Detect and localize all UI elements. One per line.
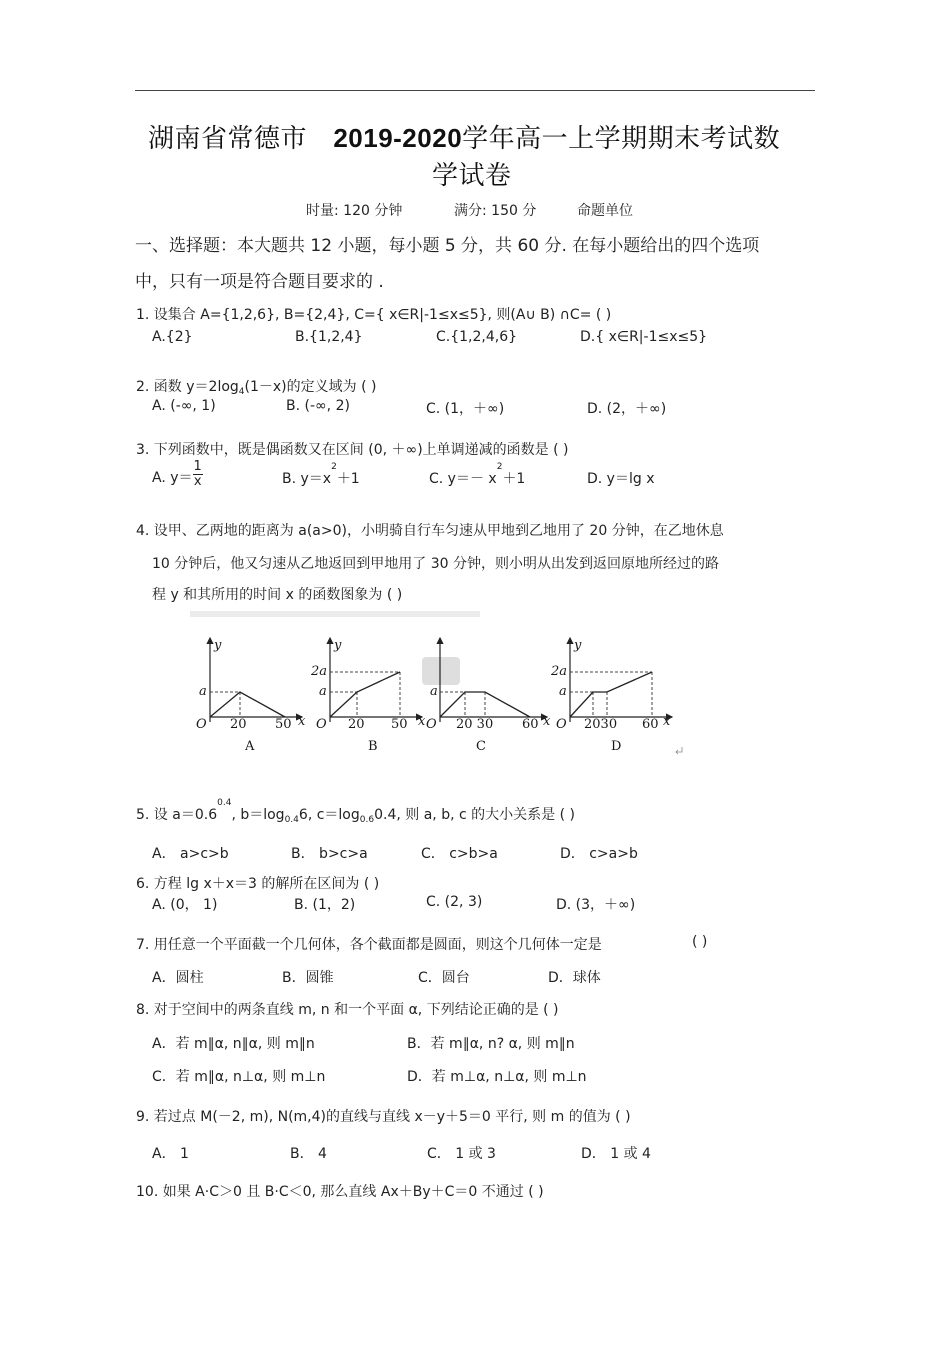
- question-5-option-d: D． c>a>b: [560, 846, 638, 862]
- fraction-numerator: 1: [193, 459, 202, 474]
- return-mark: [676, 747, 682, 754]
- question-8-option-d: D．若 m⊥α, n⊥α, 则 m⊥n: [407, 1069, 587, 1085]
- graph-c: [422, 638, 547, 722]
- question-5-exp: 0.4: [217, 798, 232, 808]
- title-part-region: 湖南省常德市: [148, 124, 308, 154]
- fraction-denominator: x: [193, 474, 202, 489]
- exam-time: 时量: 120 分钟: [306, 203, 403, 219]
- question-4-line2: 10 分钟后，他又匀速从乙地返回到甲地用了 30 分钟，则小明从出发到返回原地所经过的路: [152, 556, 719, 572]
- page-title-line2: 学试卷: [432, 161, 512, 191]
- question-7-option-a: A．圆柱: [152, 970, 204, 986]
- exam-score: 满分: 150 分: [454, 203, 537, 219]
- question-7-option-c: C．圆台: [418, 970, 470, 986]
- question-2-stem: [136, 376, 376, 396]
- question-3-fraction: [193, 460, 203, 489]
- question-5-part-1: 5. 设 a＝0.6: [136, 807, 218, 823]
- graph-a-label: A: [245, 739, 255, 754]
- question-5-base-1: 0.4: [284, 815, 299, 825]
- question-4-graphs: [190, 605, 690, 760]
- question-7-stem: 7. 用任意一个平面截一个几何体，各个截面都是圆面，则这个几何体一定是: [136, 937, 602, 953]
- question-3-option-b: [282, 462, 360, 488]
- section-heading-line1: 一、选择题：本大题共 12 小题，每小题 5 分，共 60 分. 在每小题给出的四个选项: [135, 236, 760, 256]
- graph-c-tick-x-2: 60: [522, 717, 539, 732]
- graph-a-axis-y: y: [214, 638, 222, 653]
- graph-a-axis-x: x: [298, 714, 306, 729]
- question-8-option-b: B．若 m∥α, n? α, 则 m∥n: [407, 1036, 575, 1052]
- graph-d: [570, 638, 672, 722]
- question-2-option-c: C. (1，＋∞): [426, 401, 505, 417]
- header-rule: [135, 90, 815, 91]
- question-6-stem: 6. 方程 lg x＋x＝3 的解所在区间为 ( ): [136, 876, 380, 892]
- graph-a-origin: O: [196, 717, 207, 732]
- question-9-stem: 9. 若过点 M(－2, m), N(m,4)的直线与直线 x－y＋5＝0 平行, 则 m 的值为 ( ): [136, 1109, 631, 1125]
- question-3-option-c-post: ＋1: [502, 471, 526, 487]
- question-2-stem-pre: 2. 函数 y＝2log: [136, 379, 239, 395]
- question-5-part-2: , b＝log: [231, 807, 285, 823]
- question-4-line3: 程 y 和其所用的时间 x 的函数图象为 ( ): [152, 587, 403, 603]
- section-heading-line2: 中，只有一项是符合题目要求的 .: [135, 272, 384, 292]
- question-2-log-base: 4: [238, 387, 245, 397]
- question-3-option-a-pre: A. y＝: [152, 469, 193, 486]
- graph-a-tick-y-a: a: [199, 684, 207, 699]
- exam-unit: 命题单位: [577, 203, 633, 219]
- graph-d-tick-x-2: 60: [642, 717, 659, 732]
- question-8-stem: 8. 对于空间中的两条直线 m, n 和一个平面 α, 下列结论正确的是 ( ): [136, 1002, 559, 1018]
- question-6-option-a: A. (0， 1): [152, 897, 218, 913]
- question-5-part-4: 0.4, 则 a, b, c 的大小关系是 ( ): [374, 807, 575, 823]
- graph-a-tick-x-2: 50: [275, 717, 292, 732]
- question-10-stem: 10. 如果 A·C＞0 且 B·C＜0, 那么直线 Ax＋By＋C＝0 不通过 ( ): [136, 1184, 544, 1200]
- graph-a: [210, 638, 302, 722]
- graph-b-label: B: [368, 739, 378, 754]
- graph-b-axis-y: y: [334, 638, 342, 653]
- question-5-part-3: 6, c＝log: [298, 807, 360, 823]
- graph-b-origin: O: [316, 717, 327, 732]
- graph-d-axis-y: y: [574, 638, 582, 653]
- graph-c-origin: O: [426, 717, 437, 732]
- graph-d-tick-y-2a: 2a: [551, 664, 568, 679]
- question-4-line1: 4. 设甲、乙两地的距离为 a(a>0)，小明骑自行车匀速从甲地到乙地用了 20 分钟，在乙地休息: [136, 523, 724, 539]
- question-1-stem: 1. 设集合 A={1,2,6}, B={2,4}, C={ x∈R|-1≤x≤5}, 则(A∪ B) ∩C= ( ): [136, 307, 612, 323]
- question-3-option-b-pre: B. y＝x: [282, 471, 332, 487]
- question-3-option-c-pre: C. y＝－ x: [429, 471, 497, 487]
- title-part-year: 2019-2020: [333, 123, 463, 153]
- question-5-option-a: A． a>c>b: [152, 846, 229, 862]
- graph-d-tick-x-1: 2030: [584, 717, 618, 732]
- question-7-option-d: D．球体: [548, 970, 601, 986]
- page-title: [148, 118, 780, 155]
- question-9-option-d: D． 1 或 4: [581, 1146, 651, 1162]
- graph-b-axis-x: x: [418, 714, 426, 729]
- question-9-option-b: B． 4: [290, 1146, 327, 1162]
- question-1-option-a: A.{2}: [152, 329, 193, 345]
- question-3-option-c-exp: 2: [496, 462, 503, 472]
- question-9-option-a: A． 1: [152, 1146, 189, 1162]
- question-8-option-a: A．若 m∥α, n∥α, 则 m∥n: [152, 1036, 315, 1052]
- question-7-paren: ( ): [692, 934, 708, 950]
- question-2-option-d: D. (2，＋∞): [587, 401, 667, 417]
- question-3-option-b-post: ＋1: [336, 471, 360, 487]
- question-9-option-c: C． 1 或 3: [427, 1146, 496, 1162]
- graph-d-origin: O: [556, 717, 567, 732]
- graph-c-label: C: [476, 739, 486, 754]
- title-part-rest: 学年高一上学期期末考试数: [462, 124, 781, 154]
- graph-d-tick-y-a: a: [559, 684, 567, 699]
- graph-c-axis-x: x: [543, 714, 551, 729]
- question-3-option-a: [152, 460, 203, 489]
- graph-c-tick-y-a: a: [430, 684, 438, 699]
- graph-b-tick-y-2a: 2a: [311, 664, 328, 679]
- question-3-stem: 3. 下列函数中，既是偶函数又在区间 (0, ＋∞)上单调递减的函数是 ( ): [136, 442, 569, 458]
- question-3-option-c: [429, 462, 526, 488]
- question-8-option-c: C．若 m∥α, n⊥α, 则 m⊥n: [152, 1069, 326, 1085]
- question-2-stem-post: (1－x)的定义域为 ( ): [244, 379, 377, 395]
- question-2-option-b: B. (-∞, 2): [286, 398, 350, 414]
- graph-c-tick-x-1: 20 30: [456, 717, 494, 732]
- question-2-option-a: A. (-∞, 1): [152, 398, 216, 414]
- question-5-base-2: 0.6: [359, 815, 375, 825]
- graph-d-axis-x: x: [663, 714, 671, 729]
- question-5-option-b: B． b>c>a: [291, 846, 368, 862]
- graph-b: [330, 638, 422, 722]
- question-7-option-b: B．圆锥: [282, 970, 334, 986]
- question-1-option-d: D.{ x∈R|-1≤x≤5}: [580, 329, 708, 345]
- question-1-option-c: C.{1,2,4,6}: [436, 329, 518, 345]
- question-3-option-b-exp: 2: [331, 462, 337, 472]
- graph-b-tick-x-1: 20: [348, 717, 365, 732]
- question-3-option-d: D. y＝lg x: [587, 471, 655, 487]
- graph-b-tick-y-a: a: [319, 684, 327, 699]
- question-6-option-d: D. (3，＋∞): [556, 897, 636, 913]
- question-6-option-c: C. (2, 3): [426, 894, 483, 910]
- graph-d-label: D: [611, 739, 622, 754]
- question-5-option-c: C． c>b>a: [421, 846, 498, 862]
- graph-a-tick-x-1: 20: [230, 717, 247, 732]
- question-5-stem: [136, 798, 575, 825]
- question-6-option-b: B. (1，2): [294, 897, 356, 913]
- question-1-option-b: B.{1,2,4}: [295, 329, 363, 345]
- graph-b-tick-x-2: 50: [391, 717, 408, 732]
